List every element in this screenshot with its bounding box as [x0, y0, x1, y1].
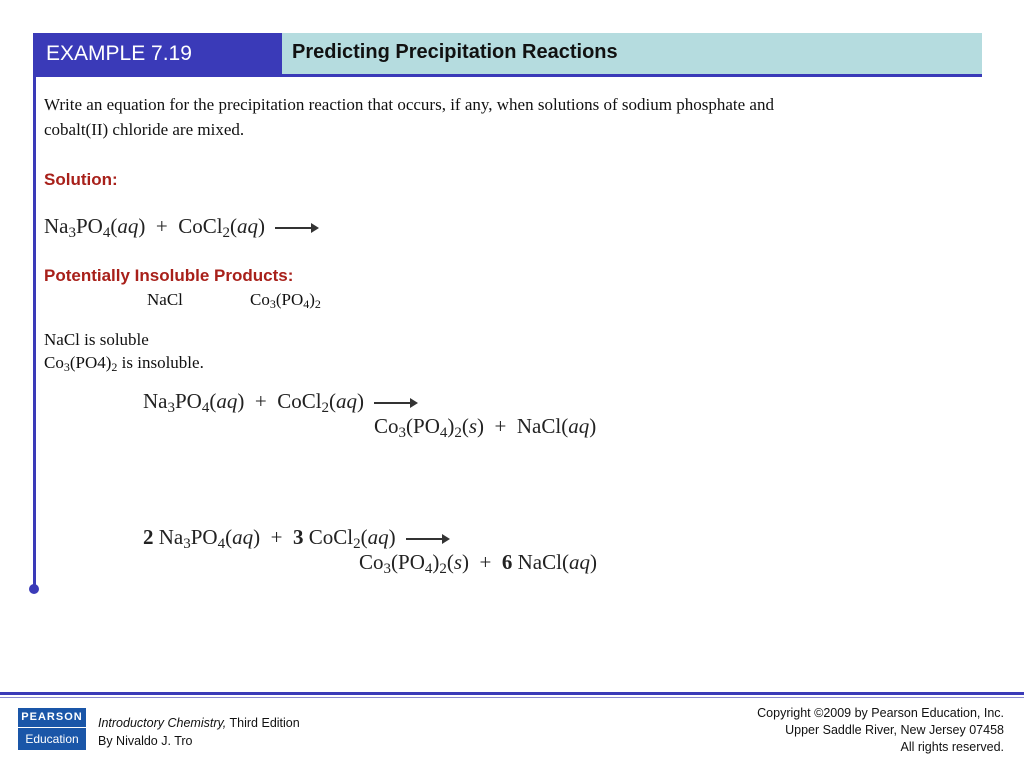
pearson-logo — [18, 708, 86, 750]
cobalt-phosphate-insoluble-note — [44, 353, 204, 375]
book-author: By Nivaldo J. Tro — [98, 734, 193, 748]
solution-label: Solution: — [44, 170, 118, 189]
co-symbol: Co — [250, 290, 270, 309]
equation-balanced-line2: $Co_3(PO_4)_2(s) + 6$ NaCl(aq) — [359, 550, 597, 577]
insoluble-label-text: Potentially Insoluble Products — [44, 266, 288, 285]
nacl-soluble-note: NaCl is soluble — [44, 330, 149, 349]
equation-initial: $Na_3PO_4(aq)$ + CoCl$_2$(aq) — [44, 214, 319, 242]
logo-pearson-text: PEARSON — [21, 711, 83, 723]
equation-balanced-line1: 2 $Na_3PO_4(aq) + 3$ CoCl$_2$(aq) — [143, 525, 450, 553]
copyright-block — [757, 705, 1004, 756]
header-underline — [36, 74, 982, 77]
coefficient-2: 2 — [143, 525, 154, 549]
reaction-arrow-icon — [406, 534, 450, 544]
copyright-line-3: All rights reserved. — [900, 740, 1004, 754]
example-label-box — [36, 33, 282, 74]
note-co-sub: 3 — [63, 360, 70, 374]
co-subscript: 3 — [269, 297, 276, 311]
reaction-arrow-icon — [275, 223, 319, 233]
product-cobalt-phosphate — [250, 290, 321, 312]
footer-rule — [0, 692, 1024, 695]
product-nacl: NaCl — [147, 290, 183, 309]
equation-unbalanced-line1: $Na_3PO_4(aq)$ + CoCl$_2$(aq) — [143, 389, 418, 417]
problem-line-1: Write an equation for the precipitation reaction that occurs, if any, when solutions of sodium phosphate and — [44, 95, 774, 114]
title-box — [282, 33, 982, 74]
close-paren: ) — [309, 290, 315, 309]
po-subscript: 4 — [303, 297, 310, 311]
accent-dot — [29, 584, 39, 594]
example-label: EXAMPLE 7.19 — [46, 42, 192, 65]
group-subscript: 2 — [314, 297, 321, 311]
insoluble-products-label — [44, 266, 293, 286]
book-edition: Third Edition — [226, 716, 300, 730]
problem-line-2: cobalt(II) chloride are mixed. — [44, 120, 245, 139]
problem-statement — [44, 92, 944, 142]
copyright-line-2: Upper Saddle River, New Jersey 07458 — [785, 723, 1004, 737]
footer-rule-thin — [0, 697, 1024, 698]
insoluble-label-colon: : — [287, 266, 294, 285]
coefficient-3: 3 — [292, 525, 304, 549]
note-po4: (PO4) — [69, 353, 112, 372]
book-title-line — [98, 714, 300, 732]
book-title: Introductory Chemistry, — [98, 716, 227, 730]
equation-unbalanced-line2: $Co_3(PO_4)_2(s)$ + NaCl(aq) — [374, 414, 597, 441]
left-accent-line — [33, 33, 36, 589]
coefficient-6: 6 — [501, 550, 513, 574]
logo-education-text: Education — [25, 732, 79, 746]
po-group: (PO — [275, 290, 304, 309]
note-insoluble: is insoluble. — [117, 353, 204, 372]
reaction-arrow-icon — [374, 398, 418, 408]
note-co: Co — [44, 353, 64, 372]
slide-title: Predicting Precipitation Reactions — [292, 41, 618, 63]
book-info — [98, 714, 300, 750]
note-sub2: 2 — [111, 360, 118, 374]
logo-divider — [18, 727, 86, 728]
copyright-line-1: Copyright ©2009 by Pearson Education, Inc. — [757, 706, 1004, 720]
